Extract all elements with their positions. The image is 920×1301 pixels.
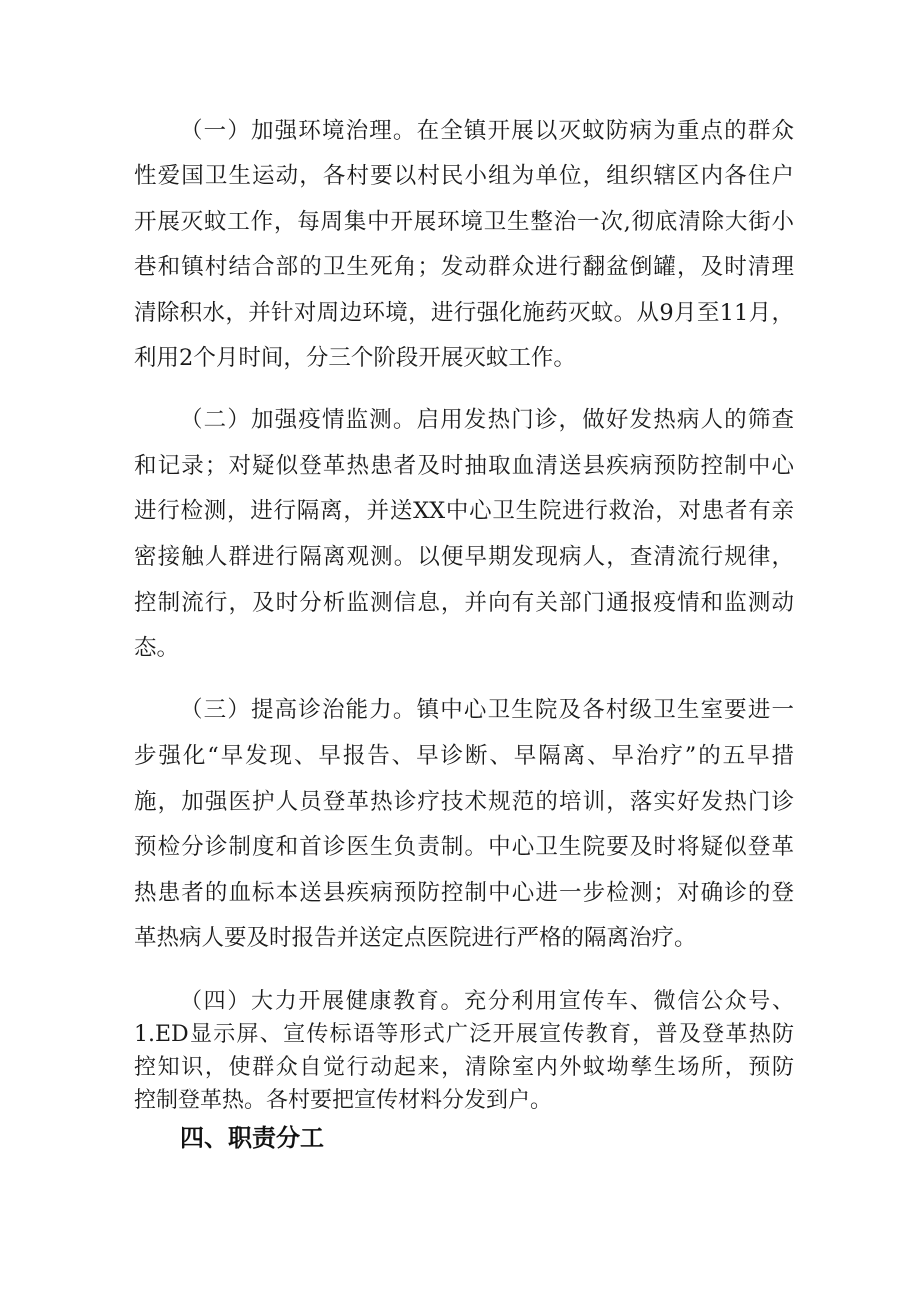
- p2-line-2: 和记录；对疑似登革热患者及时抽取血清送县疾病预防控制中心: [134, 453, 794, 479]
- p2-line-1: （二）加强疫情监测。启用发热门诊，做好发热病人的筛查: [180, 407, 794, 433]
- p2-line-3: 进行检测，进行隔离，并送XX中心卫生院进行救治，对患者有亲: [134, 498, 794, 524]
- p1-line-4: 巷和镇村结合部的卫生死角；发动群众进行翻盆倒罐，及时清理: [134, 254, 794, 280]
- p1-line-1: （一）加强环境治理。在全镇开展以灭蚊防病为重点的群众: [180, 118, 794, 144]
- p1-line-3: 开展灭蚊工作，每周集中开展环境卫生整治一次,彻底清除大街小: [134, 209, 794, 235]
- p3-line-4: 预检分诊制度和首诊医生负责制。中心卫生院要及时将疑似登革: [134, 834, 794, 860]
- p4-line-3: 控知识，使群众自觉行动起来，清除室内外蚊坳孳生场所，预防: [134, 1055, 794, 1080]
- p4-line-4: 控制登革热。各村要把宣传材料分发到户。: [134, 1088, 553, 1113]
- section-heading: 四、职责分工: [180, 1124, 324, 1152]
- p3-line-6: 革热病人要及时报告并送定点医院进行严格的隔离治疗。: [134, 925, 697, 951]
- p2-line-4: 密接触人群进行隔离观测。以便早期发现病人，查清流行规律，: [134, 544, 794, 570]
- p4-line-2: 1.ED显示屏、宣传标语等形式广泛开展宣传教育，普及登革热防: [134, 1022, 794, 1047]
- p1-line-6: 利用2个月时间，分三个阶段开展灭蚊工作。: [134, 345, 576, 371]
- p2-line-5: 控制流行，及时分析监测信息，并向有关部门通报疫情和监测动: [134, 590, 794, 616]
- p3-line-1: （三）提高诊治能力。镇中心卫生院及各村级卫生室要进一: [180, 697, 794, 723]
- p1-line-5: 清除积水，并针对周边环境，进行强化施药灭蚊。从9月至11月，: [134, 300, 794, 326]
- p3-line-2: 步强化“早发现、早报告、早诊断、早隔离、早治疗”的五早措: [134, 743, 794, 769]
- p4-line-1: （四）大力开展健康教育。充分利用宣传车、微信公众号、: [180, 989, 794, 1014]
- p2-line-6: 态。: [134, 635, 180, 661]
- p3-line-5: 热患者的血标本送县疾病预防控制中心进一步检测；对确诊的登: [134, 880, 794, 906]
- p1-line-2: 性爱国卫生运动，各村要以村民小组为单位，组织辖区内各住户: [134, 163, 794, 189]
- p3-line-3: 施，加强医护人员登革热诊疗技术规范的培训，落实好发热门诊: [134, 789, 794, 815]
